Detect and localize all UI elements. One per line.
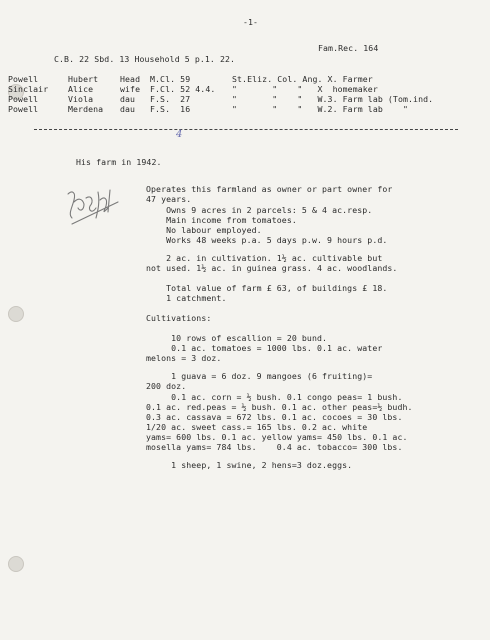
member-surname: Powell bbox=[8, 74, 39, 84]
member-relation: Head bbox=[120, 74, 141, 84]
member-status-age: M.Cl. 59 bbox=[150, 74, 191, 84]
member-remarks: " " " W.3. Farm lab (Tom.ind. bbox=[232, 94, 434, 104]
crop-line: yams= 600 lbs. 0.1 ac. yellow yams= 450 lbs. 0.1 ac. bbox=[146, 432, 408, 442]
cultivations-heading: Cultivations: bbox=[146, 313, 212, 323]
handwritten-signature bbox=[62, 184, 126, 240]
crop-line: 1/20 ac. sweet cass.= 165 lbs. 0.2 ac. white bbox=[146, 422, 368, 432]
member-remarks: " " " W.2. Farm lab " bbox=[232, 104, 409, 114]
land-use-line: 2 ac. in cultivation. 1½ ac. cultivable but bbox=[146, 253, 383, 263]
page-number: -1- bbox=[243, 17, 259, 27]
farm-line: Operates this farmland as owner or part owner for bbox=[146, 184, 393, 194]
section-divider bbox=[34, 129, 458, 130]
punch-hole bbox=[8, 556, 24, 572]
crop-line: 0.1 ac. tomatoes = 1000 lbs. 0.1 ac. water bbox=[146, 343, 383, 353]
member-given-name: Viola bbox=[68, 94, 94, 104]
member-status-age: F.S. 16 bbox=[150, 104, 191, 114]
member-given-name: Merdena bbox=[68, 104, 104, 114]
crop-line: melons = 3 doz. bbox=[146, 353, 222, 363]
farm-line: 47 years. bbox=[146, 194, 192, 204]
member-surname: Sinclair bbox=[8, 84, 49, 94]
crop-line: 0.3 ac. cassava = 672 lbs. 0.1 ac. cocoes = 30 lbs. bbox=[146, 412, 403, 422]
member-surname: Powell bbox=[8, 94, 39, 104]
member-remarks: " " " X homemaker bbox=[232, 84, 378, 94]
member-status-age: F.S. 27 bbox=[150, 94, 191, 104]
member-given-name: Alice bbox=[68, 84, 94, 94]
crop-line: 10 rows of escallion = 20 bund. bbox=[146, 333, 328, 343]
member-surname: Powell bbox=[8, 104, 39, 114]
crop-line: mosella yams= 784 lbs. 0.4 ac. tobacco= 300 lbs. bbox=[146, 442, 403, 452]
crop-line: 200 doz. bbox=[146, 381, 187, 391]
member-relation: wife bbox=[120, 84, 141, 94]
member-relation: dau bbox=[120, 104, 136, 114]
member-relation: dau bbox=[120, 94, 136, 104]
farm-line: Owns 9 acres in 2 parcels: 5 & 4 ac.resp. bbox=[146, 205, 373, 215]
member-given-name: Hubert bbox=[68, 74, 99, 84]
household-reference: C.B. 22 Sbd. 13 Household 5 p.1. 22. bbox=[54, 54, 236, 64]
family-record-number: Fam.Rec. 164 bbox=[318, 43, 379, 53]
crop-line: 0.1 ac. corn = ½ bush. 0.1 congo peas= 1 bush. bbox=[146, 392, 403, 402]
punch-hole bbox=[8, 306, 24, 322]
handwritten-mark: 4 bbox=[176, 129, 183, 140]
crop-line: 1 guava = 6 doz. 9 mangoes (6 fruiting)= bbox=[146, 371, 373, 381]
farm-line: Works 48 weeks p.a. 5 days p.w. 9 hours p.d. bbox=[146, 235, 388, 245]
farm-value-line: 1 catchment. bbox=[146, 293, 227, 303]
farm-line: Main income from tomatoes. bbox=[146, 215, 297, 225]
member-status-age: F.Cl. 52 4.4. bbox=[150, 84, 216, 94]
crop-line: 0.1 ac. red.peas = ½ bush. 0.1 ac. other peas=½ budh. bbox=[146, 402, 413, 412]
land-use-line: not used. 1½ ac. in guinea grass. 4 ac. woodlands. bbox=[146, 263, 398, 273]
section-title: His farm in 1942. bbox=[76, 157, 162, 167]
member-remarks: St.Eliz. Col. Ang. X. Farmer bbox=[232, 74, 373, 84]
livestock-line: 1 sheep, 1 swine, 2 hens=3 doz.eggs. bbox=[146, 460, 353, 470]
farm-line: No labour employed. bbox=[146, 225, 262, 235]
farm-value-line: Total value of farm £ 63, of buildings £ 18. bbox=[146, 283, 388, 293]
